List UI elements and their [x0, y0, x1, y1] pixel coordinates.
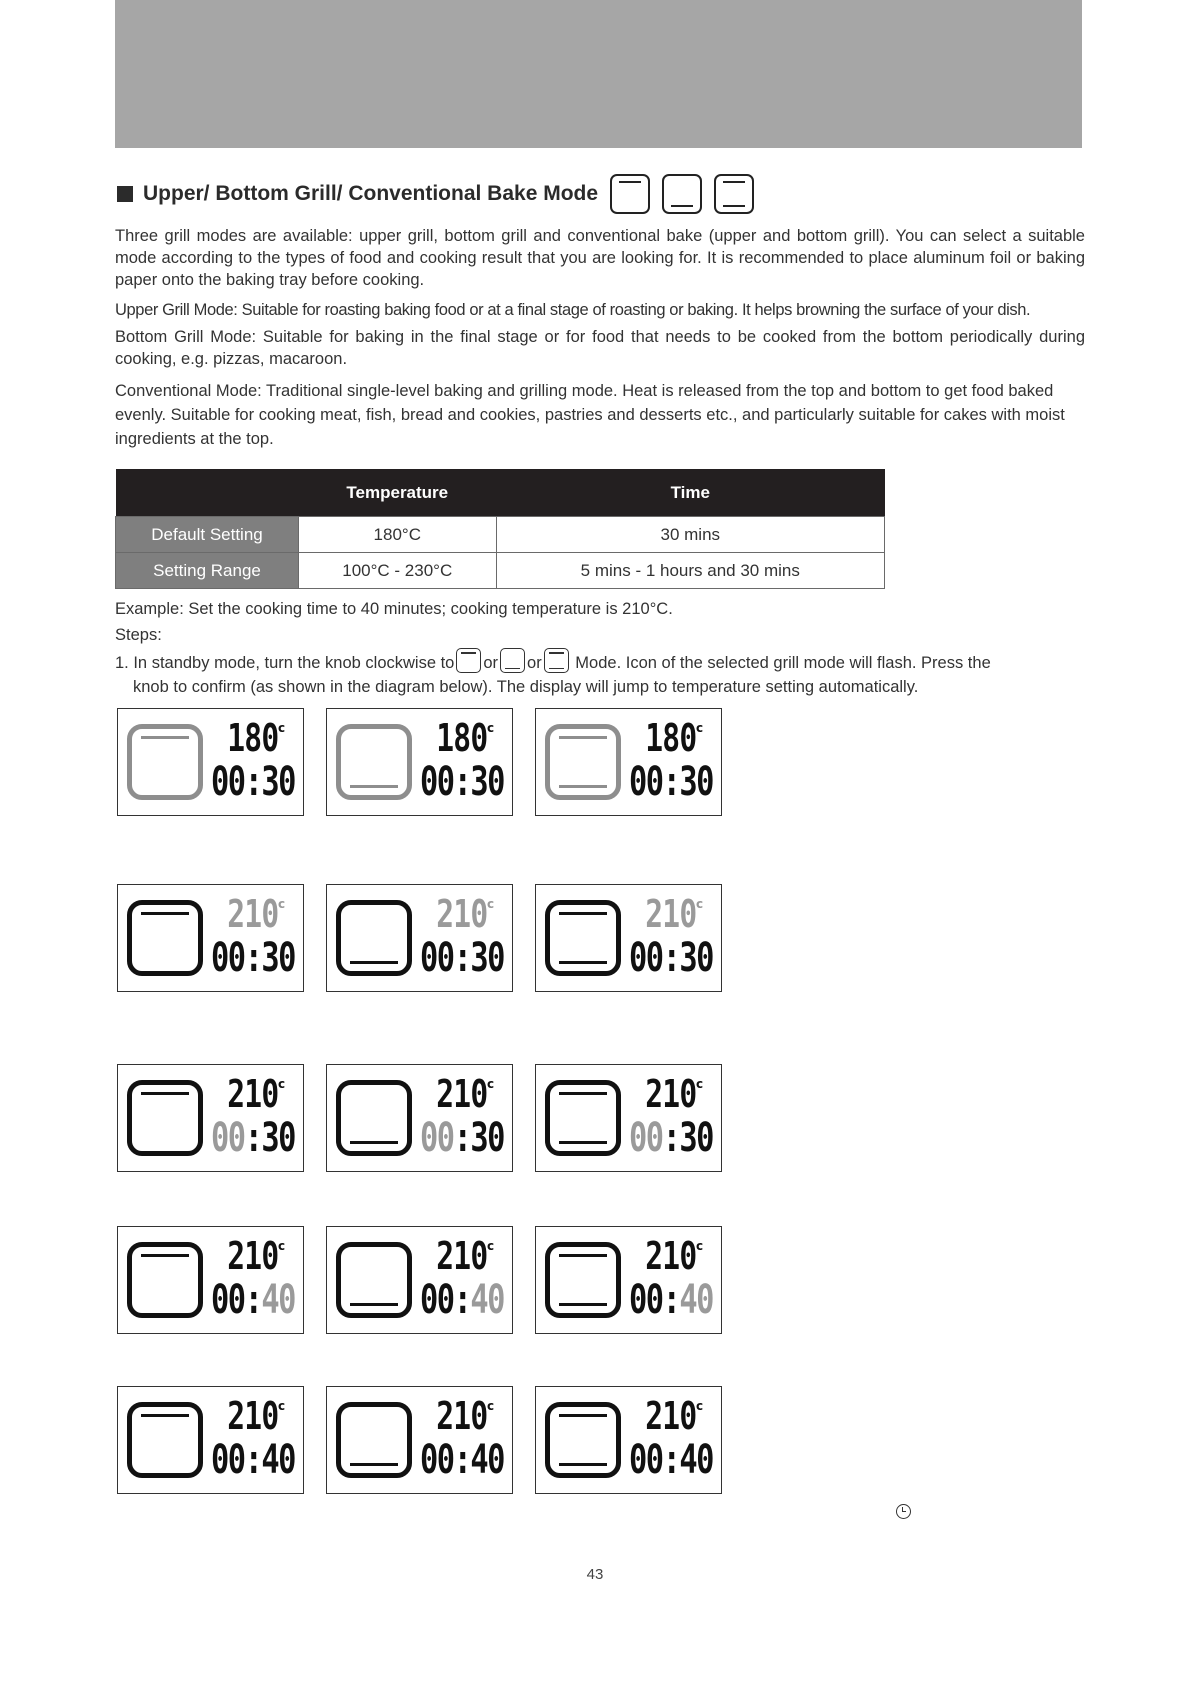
lcd-colon: :: [244, 1115, 262, 1161]
lcd-celsius-unit: c: [487, 721, 495, 735]
square-bullet-icon: [117, 186, 133, 202]
lcd-temperature: 210: [436, 892, 488, 936]
lcd-hours: 00: [420, 1277, 454, 1323]
upper-grill-icon: [127, 1080, 203, 1156]
lcd-time: [420, 1277, 504, 1323]
lcd-temperature: 210: [436, 1072, 488, 1116]
lcd-temperature: 210: [645, 1072, 697, 1116]
lcd-time: [211, 759, 295, 805]
lcd-time: [211, 935, 295, 981]
lcd-display-bottom: [326, 708, 513, 816]
lcd-colon: :: [244, 759, 262, 805]
section-title-text: Upper/ Bottom Grill/ Conventional Bake Mode: [143, 182, 599, 205]
lcd-minutes: 30: [679, 935, 713, 981]
lcd-display-bottom: [326, 884, 513, 992]
lcd-minutes: 40: [679, 1277, 713, 1323]
example-text: Example: Set the cooking time to 40 minutes; cooking temperature is 210°C.: [115, 600, 673, 618]
upper-grill-icon: [127, 724, 203, 800]
lcd-time: [629, 1437, 713, 1483]
lcd-temperature: 210: [227, 1394, 279, 1438]
lcd-time: [629, 935, 713, 981]
conventional-bake-icon: [544, 648, 569, 673]
lcd-colon: :: [244, 1437, 262, 1483]
lcd-celsius-unit: c: [487, 1239, 495, 1253]
conventional-bake-icon: [545, 724, 621, 800]
lcd-hours: 00: [211, 1437, 245, 1483]
lcd-temperature: 180: [436, 716, 488, 760]
intro-paragraph: Three grill modes are available: upper grill, bottom grill and conventional bake (upper and bottom grill). You can select a suitable mode according to the types of food and cooking result that you are looking for. It is recommended to place aluminum foil or baking paper onto the baking tray before cooking.: [115, 227, 1085, 289]
lcd-hours: 00: [629, 1277, 663, 1323]
table-row: [116, 553, 885, 589]
or-text: or: [527, 654, 542, 672]
bottom-grill-icon: [662, 174, 702, 214]
lcd-temperature: 210: [645, 1234, 697, 1278]
lcd-celsius-unit: c: [278, 1399, 286, 1413]
lcd-colon: :: [662, 1277, 680, 1323]
conventional-bake-icon: [545, 1402, 621, 1478]
bottom-grill-icon: [336, 900, 412, 976]
lcd-display-upper: [117, 708, 304, 816]
lcd-minutes: 30: [470, 1115, 504, 1161]
step-1-line-2: knob to confirm (as shown in the diagram below). The display will jump to temperature setting automatically.: [133, 678, 919, 696]
lcd-display-bottom: [326, 1064, 513, 1172]
lcd-minutes: 40: [470, 1437, 504, 1483]
table-header-cell: [116, 469, 299, 517]
lcd-display-conventional: [535, 884, 722, 992]
conventional-bake-icon: [714, 174, 754, 214]
lcd-colon: :: [244, 1277, 262, 1323]
lcd-display-conventional: [535, 1064, 722, 1172]
lcd-hours: 00: [629, 1437, 663, 1483]
conventional-bake-icon: [545, 1080, 621, 1156]
lcd-temperature: 210: [645, 1394, 697, 1438]
lcd-temperature: 210: [227, 1072, 279, 1116]
temperature-cell: 100°C - 230°C: [299, 553, 497, 589]
table-header-cell: Temperature: [299, 469, 497, 517]
steps-label: Steps:: [115, 626, 162, 644]
lcd-minutes: 30: [261, 935, 295, 981]
lcd-hours: 00: [420, 1437, 454, 1483]
bottom-grill-paragraph: Bottom Grill Mode: Suitable for baking in the final stage or for food that needs to be cooked from the bottom periodically during cooking, e.g. pizzas, macaroon.: [115, 328, 1085, 368]
lcd-hours: 00: [211, 935, 245, 981]
or-text: or: [483, 654, 499, 672]
lcd-hours: 00: [211, 1277, 245, 1323]
lcd-celsius-unit: c: [696, 721, 704, 735]
lcd-hours: 00: [420, 1115, 454, 1161]
lcd-display-bottom: [326, 1386, 513, 1494]
lcd-minutes: 40: [261, 1277, 295, 1323]
bottom-grill-icon: [336, 1080, 412, 1156]
lcd-colon: :: [662, 1115, 680, 1161]
lcd-display-conventional: [535, 1386, 722, 1494]
lcd-minutes: 30: [261, 1115, 295, 1161]
lcd-time: [629, 1277, 713, 1323]
lcd-colon: :: [244, 935, 262, 981]
page-number: 43: [586, 1566, 604, 1583]
upper-grill-paragraph: Upper Grill Mode: Suitable for roasting baking food or at a final stage of roasting or baking. It helps browning the surface of your dish.: [115, 301, 1031, 319]
lcd-celsius-unit: c: [487, 1077, 495, 1091]
lcd-temperature: 210: [227, 1234, 279, 1278]
lcd-time: [211, 1277, 295, 1323]
lcd-celsius-unit: c: [278, 721, 286, 735]
lcd-celsius-unit: c: [696, 1239, 704, 1253]
lcd-colon: :: [453, 935, 471, 981]
lcd-time: [211, 1437, 295, 1483]
upper-grill-icon: [610, 174, 650, 214]
lcd-time: [420, 759, 504, 805]
lcd-celsius-unit: c: [696, 1077, 704, 1091]
lcd-time: [629, 759, 713, 805]
lcd-hours: 00: [629, 759, 663, 805]
lcd-minutes: 40: [679, 1437, 713, 1483]
conventional-paragraph: Conventional Mode: Traditional single-level baking and grilling mode. Heat is released from the top and bottom to get food baked evenly. Suitable for cooking meat, fish, bread and cookies, pastries and desserts etc., and particularly suitable for cakes with moist ingredients at the top.: [115, 382, 1065, 448]
lcd-temperature: 210: [227, 892, 279, 936]
lcd-colon: :: [662, 759, 680, 805]
lcd-hours: 00: [629, 935, 663, 981]
table-row: [116, 517, 885, 553]
lcd-time: [420, 935, 504, 981]
lcd-celsius-unit: c: [696, 897, 704, 911]
lcd-hours: 00: [629, 1115, 663, 1161]
lcd-colon: :: [662, 935, 680, 981]
row-label: Setting Range: [116, 553, 299, 589]
lcd-celsius-unit: c: [278, 1239, 286, 1253]
upper-grill-icon: [127, 1242, 203, 1318]
lcd-time: [629, 1115, 713, 1161]
row-label: Default Setting: [116, 517, 299, 553]
bottom-grill-icon: [500, 648, 525, 673]
lcd-minutes: 30: [679, 759, 713, 805]
step-1-text: [115, 648, 1085, 699]
lcd-minutes: 30: [470, 759, 504, 805]
lcd-temperature: 180: [645, 716, 697, 760]
conventional-bake-icon: [545, 1242, 621, 1318]
lcd-hours: 00: [420, 935, 454, 981]
lcd-celsius-unit: c: [696, 1399, 704, 1413]
step-1-prefix: 1. In standby mode, turn the knob clockwise to: [115, 654, 455, 672]
lcd-colon: :: [662, 1437, 680, 1483]
lcd-display-upper: [117, 1064, 304, 1172]
lcd-colon: :: [453, 1115, 471, 1161]
timer-icon: [896, 1504, 911, 1519]
lcd-colon: :: [453, 759, 471, 805]
time-cell: 30 mins: [496, 517, 884, 553]
lcd-display-conventional: [535, 1226, 722, 1334]
lcd-colon: :: [453, 1437, 471, 1483]
lcd-celsius-unit: c: [487, 1399, 495, 1413]
bottom-grill-icon: [336, 1242, 412, 1318]
lcd-display-conventional: [535, 708, 722, 816]
lcd-display-upper: [117, 1386, 304, 1494]
lcd-display-upper: [117, 884, 304, 992]
conventional-bake-icon: [545, 900, 621, 976]
lcd-minutes: 30: [470, 935, 504, 981]
lcd-colon: :: [453, 1277, 471, 1323]
table-header-cell: Time: [496, 469, 884, 517]
lcd-hours: 00: [211, 1115, 245, 1161]
header-band: [115, 0, 1082, 148]
lcd-temperature: 210: [436, 1234, 488, 1278]
temperature-cell: 180°C: [299, 517, 497, 553]
lcd-display-upper: [117, 1226, 304, 1334]
lcd-minutes: 30: [679, 1115, 713, 1161]
lcd-time: [420, 1437, 504, 1483]
settings-table: [115, 469, 885, 589]
bottom-grill-icon: [336, 1402, 412, 1478]
lcd-celsius-unit: c: [278, 897, 286, 911]
lcd-temperature: 210: [645, 892, 697, 936]
lcd-minutes: 40: [261, 1437, 295, 1483]
lcd-hours: 00: [420, 759, 454, 805]
step-1-suffix: Mode. Icon of the selected grill mode will flash. Press the: [575, 654, 991, 672]
lcd-minutes: 30: [261, 759, 295, 805]
lcd-time: [211, 1115, 295, 1161]
lcd-celsius-unit: c: [487, 897, 495, 911]
lcd-temperature: 210: [436, 1394, 488, 1438]
lcd-minutes: 40: [470, 1277, 504, 1323]
section-title: [117, 170, 766, 218]
lcd-time: [420, 1115, 504, 1161]
lcd-celsius-unit: c: [278, 1077, 286, 1091]
upper-grill-icon: [127, 1402, 203, 1478]
mode-icons: [610, 174, 766, 214]
time-cell: 5 mins - 1 hours and 30 mins: [496, 553, 884, 589]
lcd-display-bottom: [326, 1226, 513, 1334]
lcd-hours: 00: [211, 759, 245, 805]
bottom-grill-icon: [336, 724, 412, 800]
upper-grill-icon: [127, 900, 203, 976]
table-header-row: [116, 469, 885, 517]
lcd-temperature: 180: [227, 716, 279, 760]
upper-grill-icon: [456, 648, 481, 673]
